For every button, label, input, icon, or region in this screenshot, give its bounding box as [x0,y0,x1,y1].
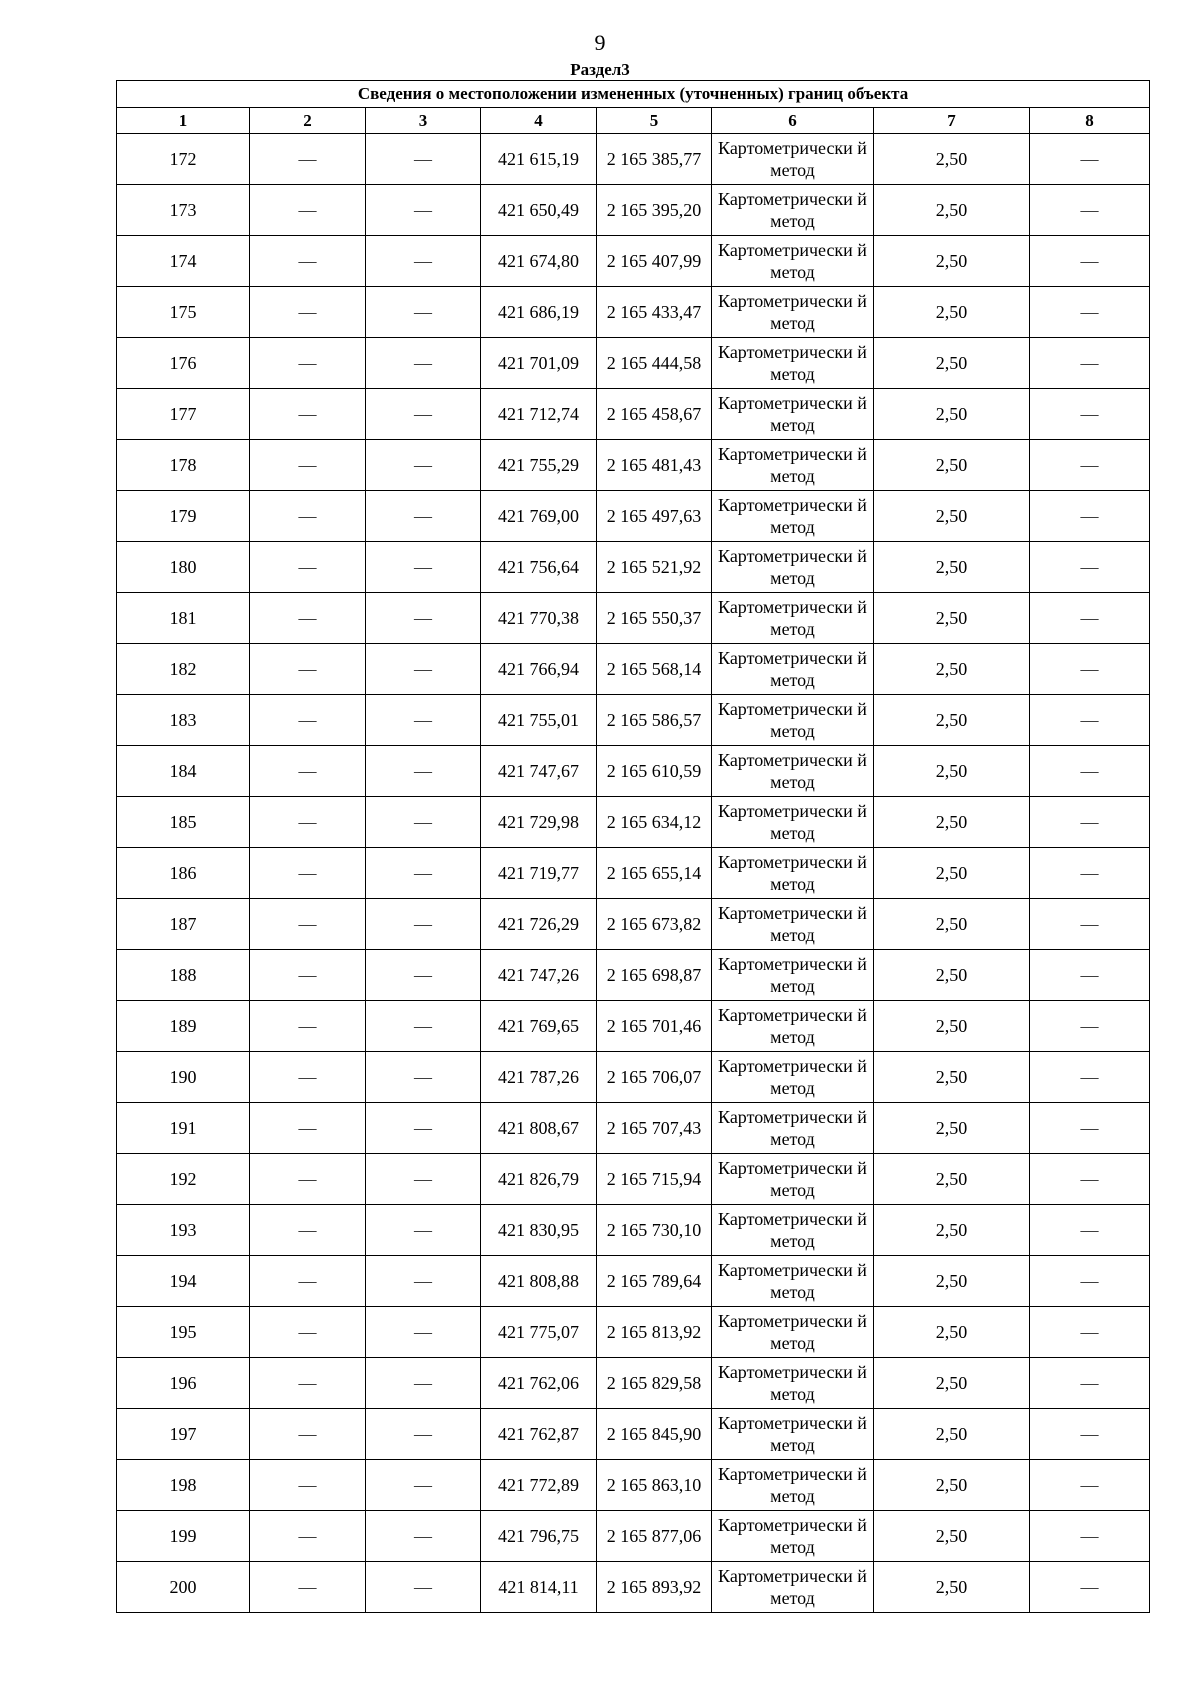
col2-value: — [250,899,366,950]
col8-value: — [1030,746,1150,797]
accuracy: 2,50 [874,746,1030,797]
y-coordinate: 2 165 698,87 [597,950,712,1001]
y-coordinate: 2 165 395,20 [597,185,712,236]
accuracy: 2,50 [874,185,1030,236]
col3-value: — [366,644,481,695]
method: Картометрически й метод [712,491,874,542]
column-number-5: 5 [597,108,712,134]
y-coordinate: 2 165 433,47 [597,287,712,338]
col8-value: — [1030,1154,1150,1205]
col2-value: — [250,1511,366,1562]
col2-value: — [250,1256,366,1307]
method: Картометрически й метод [712,1052,874,1103]
col2-value: — [250,950,366,1001]
col8-value: — [1030,1409,1150,1460]
y-coordinate: 2 165 893,92 [597,1562,712,1613]
method: Картометрически й метод [712,644,874,695]
method: Картометрически й метод [712,542,874,593]
table-row [117,338,1150,389]
point-number: 184 [117,746,250,797]
accuracy: 2,50 [874,287,1030,338]
point-number: 180 [117,542,250,593]
col2-value: — [250,797,366,848]
y-coordinate: 2 165 730,10 [597,1205,712,1256]
point-number: 172 [117,134,250,185]
y-coordinate: 2 165 863,10 [597,1460,712,1511]
col2-value: — [250,1001,366,1052]
col2-value: — [250,185,366,236]
y-coordinate: 2 165 655,14 [597,848,712,899]
col2-value: — [250,1460,366,1511]
accuracy: 2,50 [874,1205,1030,1256]
point-number: 195 [117,1307,250,1358]
accuracy: 2,50 [874,1154,1030,1205]
boundary-coordinates-table [116,80,1150,1613]
table-row [117,1256,1150,1307]
col8-value: — [1030,644,1150,695]
method: Картометрически й метод [712,287,874,338]
point-number: 197 [117,1409,250,1460]
x-coordinate: 421 770,38 [481,593,597,644]
table-row [117,1409,1150,1460]
point-number: 174 [117,236,250,287]
point-number: 178 [117,440,250,491]
col2-value: — [250,338,366,389]
col8-value: — [1030,593,1150,644]
x-coordinate: 421 762,06 [481,1358,597,1409]
point-number: 186 [117,848,250,899]
point-number: 193 [117,1205,250,1256]
col3-value: — [366,797,481,848]
accuracy: 2,50 [874,542,1030,593]
y-coordinate: 2 165 706,07 [597,1052,712,1103]
column-number-3: 3 [366,108,481,134]
col8-value: — [1030,338,1150,389]
accuracy: 2,50 [874,1562,1030,1613]
col3-value: — [366,950,481,1001]
accuracy: 2,50 [874,1358,1030,1409]
column-number-8: 8 [1030,108,1150,134]
method: Картометрически й метод [712,1001,874,1052]
accuracy: 2,50 [874,950,1030,1001]
method: Картометрически й метод [712,236,874,287]
point-number: 182 [117,644,250,695]
col8-value: — [1030,848,1150,899]
table-row [117,287,1150,338]
col3-value: — [366,695,481,746]
method: Картометрически й метод [712,797,874,848]
accuracy: 2,50 [874,440,1030,491]
col8-value: — [1030,1256,1150,1307]
method: Картометрически й метод [712,1103,874,1154]
y-coordinate: 2 165 673,82 [597,899,712,950]
x-coordinate: 421 775,07 [481,1307,597,1358]
accuracy: 2,50 [874,1307,1030,1358]
accuracy: 2,50 [874,134,1030,185]
x-coordinate: 421 814,11 [481,1562,597,1613]
col2-value: — [250,1358,366,1409]
accuracy: 2,50 [874,1409,1030,1460]
y-coordinate: 2 165 481,43 [597,440,712,491]
x-coordinate: 421 674,80 [481,236,597,287]
x-coordinate: 421 719,77 [481,848,597,899]
table-row [117,1052,1150,1103]
col3-value: — [366,134,481,185]
method: Картометрически й метод [712,389,874,440]
col8-value: — [1030,185,1150,236]
y-coordinate: 2 165 444,58 [597,338,712,389]
accuracy: 2,50 [874,899,1030,950]
method: Картометрически й метод [712,1205,874,1256]
table-row [117,1205,1150,1256]
y-coordinate: 2 165 385,77 [597,134,712,185]
x-coordinate: 421 615,19 [481,134,597,185]
col3-value: — [366,1205,481,1256]
method: Картометрически й метод [712,848,874,899]
section-title: Раздел3 [570,60,630,79]
y-coordinate: 2 165 497,63 [597,491,712,542]
col2-value: — [250,389,366,440]
col2-value: — [250,1205,366,1256]
col3-value: — [366,1256,481,1307]
x-coordinate: 421 769,00 [481,491,597,542]
y-coordinate: 2 165 634,12 [597,797,712,848]
table-row [117,899,1150,950]
method: Картометрически й метод [712,593,874,644]
col8-value: — [1030,1307,1150,1358]
table-row [117,593,1150,644]
col3-value: — [366,542,481,593]
col3-value: — [366,440,481,491]
col3-value: — [366,1052,481,1103]
y-coordinate: 2 165 521,92 [597,542,712,593]
accuracy: 2,50 [874,1052,1030,1103]
point-number: 198 [117,1460,250,1511]
y-coordinate: 2 165 610,59 [597,746,712,797]
y-coordinate: 2 165 877,06 [597,1511,712,1562]
table-row [117,1511,1150,1562]
y-coordinate: 2 165 568,14 [597,644,712,695]
col8-value: — [1030,1358,1150,1409]
col2-value: — [250,236,366,287]
y-coordinate: 2 165 715,94 [597,1154,712,1205]
col2-value: — [250,1052,366,1103]
col3-value: — [366,1154,481,1205]
x-coordinate: 421 772,89 [481,1460,597,1511]
y-coordinate: 2 165 845,90 [597,1409,712,1460]
col2-value: — [250,287,366,338]
method: Картометрически й метод [712,440,874,491]
col3-value: — [366,1460,481,1511]
table-row [117,1001,1150,1052]
col8-value: — [1030,695,1150,746]
accuracy: 2,50 [874,797,1030,848]
col2-value: — [250,695,366,746]
table-row [117,950,1150,1001]
method: Картометрически й метод [712,134,874,185]
table-row [117,797,1150,848]
column-number-2: 2 [250,108,366,134]
table-row [117,491,1150,542]
x-coordinate: 421 769,65 [481,1001,597,1052]
accuracy: 2,50 [874,1256,1030,1307]
table-row [117,1103,1150,1154]
x-coordinate: 421 701,09 [481,338,597,389]
x-coordinate: 421 650,49 [481,185,597,236]
table-row [117,848,1150,899]
col8-value: — [1030,899,1150,950]
accuracy: 2,50 [874,491,1030,542]
point-number: 188 [117,950,250,1001]
table-row [117,1460,1150,1511]
col3-value: — [366,236,481,287]
point-number: 177 [117,389,250,440]
table-row [117,440,1150,491]
col3-value: — [366,1001,481,1052]
accuracy: 2,50 [874,389,1030,440]
point-number: 191 [117,1103,250,1154]
accuracy: 2,50 [874,695,1030,746]
point-number: 199 [117,1511,250,1562]
col8-value: — [1030,1001,1150,1052]
accuracy: 2,50 [874,338,1030,389]
col2-value: — [250,593,366,644]
y-coordinate: 2 165 407,99 [597,236,712,287]
y-coordinate: 2 165 829,58 [597,1358,712,1409]
col3-value: — [366,1562,481,1613]
table-body [117,134,1150,1613]
column-number-4: 4 [481,108,597,134]
col8-value: — [1030,1562,1150,1613]
col3-value: — [366,1409,481,1460]
method: Картометрически й метод [712,338,874,389]
col3-value: — [366,491,481,542]
col3-value: — [366,287,481,338]
col2-value: — [250,1307,366,1358]
table-row [117,542,1150,593]
method: Картометрически й метод [712,1511,874,1562]
col8-value: — [1030,797,1150,848]
point-number: 173 [117,185,250,236]
accuracy: 2,50 [874,1103,1030,1154]
point-number: 176 [117,338,250,389]
col3-value: — [366,593,481,644]
table-caption: Сведения о местоположении измененных (уточненных) границ объекта [117,81,1150,108]
y-coordinate: 2 165 550,37 [597,593,712,644]
x-coordinate: 421 747,67 [481,746,597,797]
col2-value: — [250,1154,366,1205]
accuracy: 2,50 [874,644,1030,695]
x-coordinate: 421 726,29 [481,899,597,950]
x-coordinate: 421 796,75 [481,1511,597,1562]
method: Картометрически й метод [712,746,874,797]
col8-value: — [1030,1205,1150,1256]
column-number-row [117,108,1150,134]
col3-value: — [366,1103,481,1154]
method: Картометрически й метод [712,1256,874,1307]
table-row [117,1154,1150,1205]
col3-value: — [366,899,481,950]
x-coordinate: 421 686,19 [481,287,597,338]
point-number: 181 [117,593,250,644]
col2-value: — [250,1409,366,1460]
accuracy: 2,50 [874,236,1030,287]
col2-value: — [250,1562,366,1613]
y-coordinate: 2 165 789,64 [597,1256,712,1307]
col2-value: — [250,848,366,899]
col8-value: — [1030,134,1150,185]
point-number: 200 [117,1562,250,1613]
table-row [117,236,1150,287]
col3-value: — [366,338,481,389]
accuracy: 2,50 [874,1001,1030,1052]
col2-value: — [250,746,366,797]
accuracy: 2,50 [874,1460,1030,1511]
point-number: 183 [117,695,250,746]
col2-value: — [250,491,366,542]
col2-value: — [250,542,366,593]
col8-value: — [1030,1103,1150,1154]
table-row [117,746,1150,797]
column-number-6: 6 [712,108,874,134]
accuracy: 2,50 [874,1511,1030,1562]
accuracy: 2,50 [874,848,1030,899]
table-row [117,1307,1150,1358]
accuracy: 2,50 [874,593,1030,644]
x-coordinate: 421 787,26 [481,1052,597,1103]
table-row [117,134,1150,185]
x-coordinate: 421 830,95 [481,1205,597,1256]
col8-value: — [1030,440,1150,491]
y-coordinate: 2 165 458,67 [597,389,712,440]
col8-value: — [1030,542,1150,593]
point-number: 179 [117,491,250,542]
col3-value: — [366,389,481,440]
x-coordinate: 421 712,74 [481,389,597,440]
column-number-1: 1 [117,108,250,134]
col8-value: — [1030,950,1150,1001]
col3-value: — [366,1307,481,1358]
column-number-7: 7 [874,108,1030,134]
method: Картометрически й метод [712,695,874,746]
point-number: 187 [117,899,250,950]
x-coordinate: 421 755,01 [481,695,597,746]
col3-value: — [366,848,481,899]
point-number: 194 [117,1256,250,1307]
method: Картометрически й метод [712,899,874,950]
col2-value: — [250,134,366,185]
point-number: 192 [117,1154,250,1205]
x-coordinate: 421 762,87 [481,1409,597,1460]
x-coordinate: 421 826,79 [481,1154,597,1205]
col3-value: — [366,1358,481,1409]
x-coordinate: 421 766,94 [481,644,597,695]
col8-value: — [1030,236,1150,287]
col3-value: — [366,746,481,797]
method: Картометрически й метод [712,1562,874,1613]
point-number: 196 [117,1358,250,1409]
table-row [117,695,1150,746]
method: Картометрически й метод [712,1460,874,1511]
method: Картометрически й метод [712,1358,874,1409]
col8-value: — [1030,1460,1150,1511]
point-number: 185 [117,797,250,848]
col2-value: — [250,440,366,491]
x-coordinate: 421 747,26 [481,950,597,1001]
x-coordinate: 421 729,98 [481,797,597,848]
x-coordinate: 421 808,88 [481,1256,597,1307]
point-number: 175 [117,287,250,338]
col2-value: — [250,644,366,695]
y-coordinate: 2 165 707,43 [597,1103,712,1154]
x-coordinate: 421 755,29 [481,440,597,491]
col8-value: — [1030,287,1150,338]
y-coordinate: 2 165 586,57 [597,695,712,746]
col3-value: — [366,1511,481,1562]
table-row [117,644,1150,695]
table-row [117,389,1150,440]
method: Картометрически й метод [712,950,874,1001]
method: Картометрически й метод [712,1154,874,1205]
col8-value: — [1030,491,1150,542]
page-number: 9 [594,30,606,55]
col8-value: — [1030,1511,1150,1562]
method: Картометрически й метод [712,185,874,236]
table-row [117,1562,1150,1613]
x-coordinate: 421 808,67 [481,1103,597,1154]
method: Картометрически й метод [712,1409,874,1460]
y-coordinate: 2 165 813,92 [597,1307,712,1358]
col8-value: — [1030,1052,1150,1103]
col3-value: — [366,185,481,236]
x-coordinate: 421 756,64 [481,542,597,593]
col2-value: — [250,1103,366,1154]
y-coordinate: 2 165 701,46 [597,1001,712,1052]
point-number: 189 [117,1001,250,1052]
col8-value: — [1030,389,1150,440]
point-number: 190 [117,1052,250,1103]
method: Картометрически й метод [712,1307,874,1358]
table-row [117,1358,1150,1409]
table-row [117,185,1150,236]
